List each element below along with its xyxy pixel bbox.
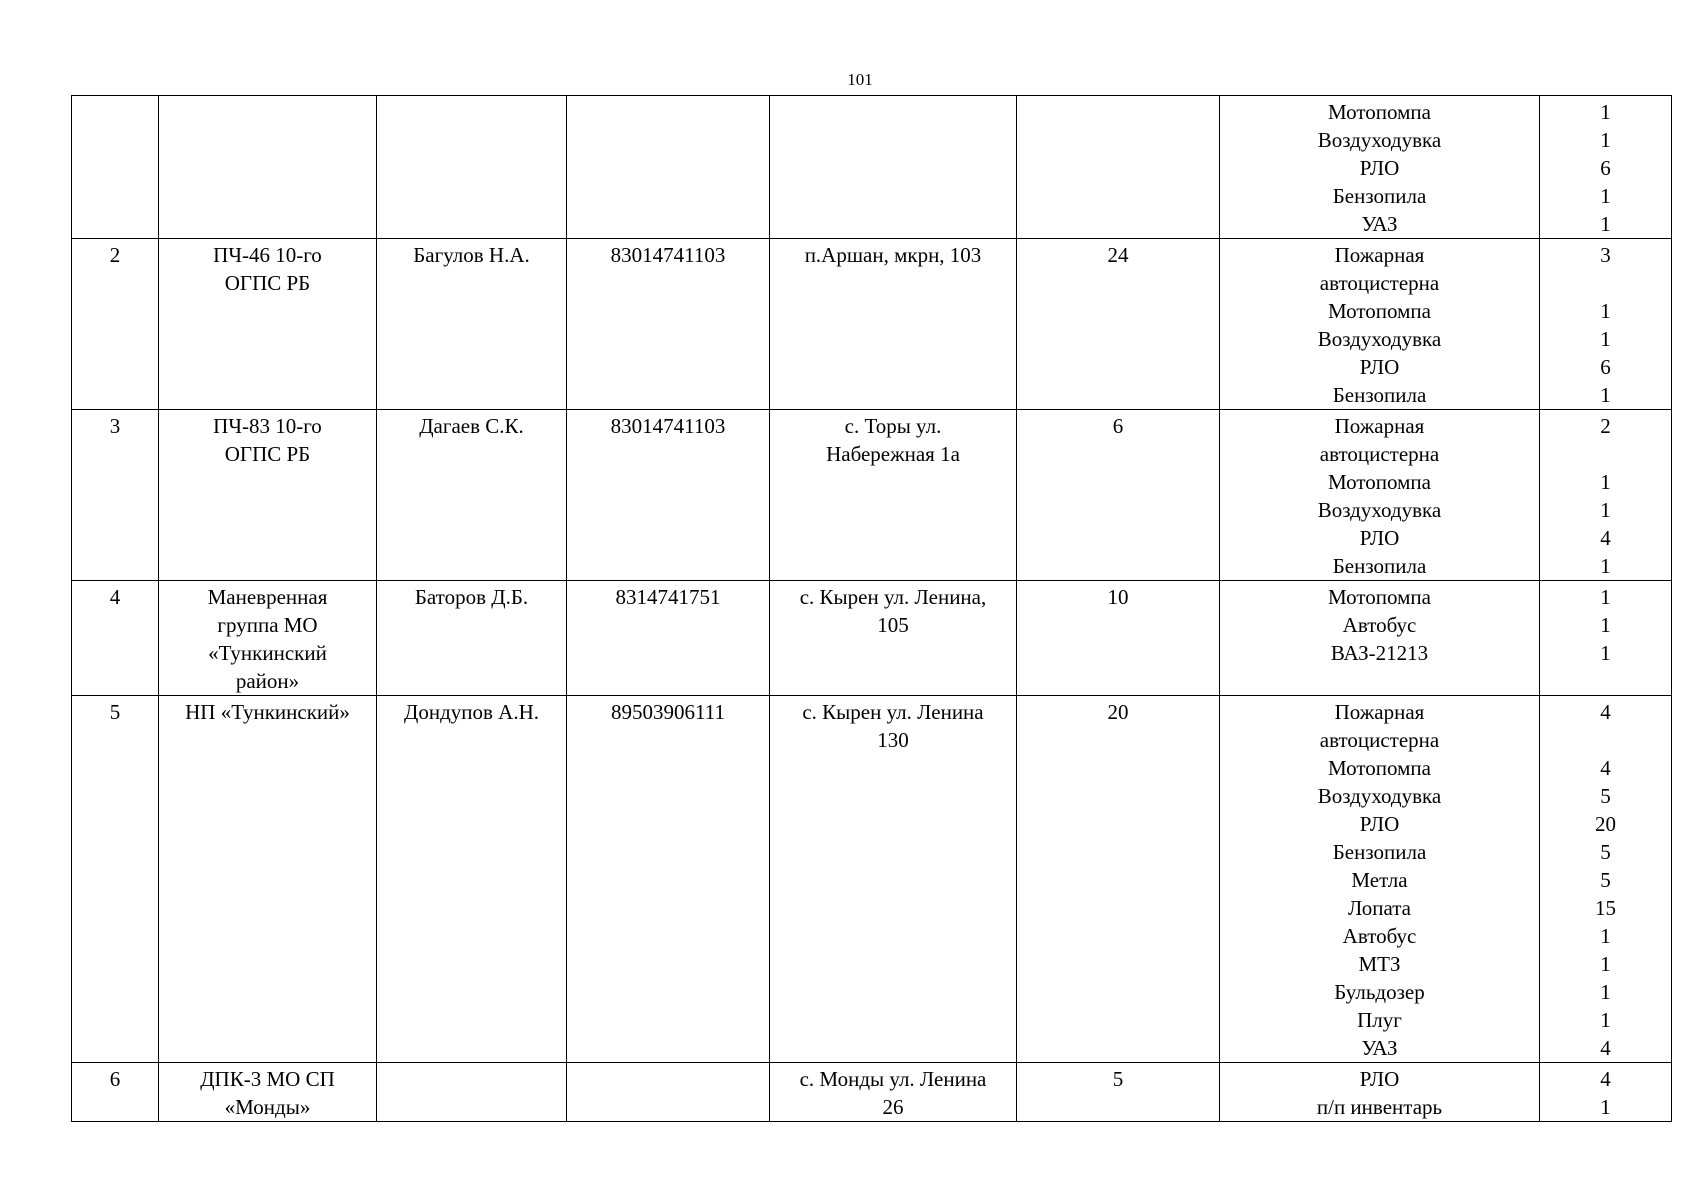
quantity-item: 1 bbox=[1600, 470, 1611, 494]
cell-quantity bbox=[1540, 581, 1672, 696]
cell-head: Багулов Н.А. bbox=[377, 239, 567, 410]
cell-address: с. Кырен ул. Ленина, 105 bbox=[770, 581, 1017, 696]
quantity-item: 4 bbox=[1600, 1067, 1611, 1091]
equipment-item: Бензопила bbox=[1332, 840, 1427, 864]
quantity-item: 2 bbox=[1600, 414, 1611, 438]
equipment-item: Пожарная bbox=[1334, 243, 1425, 267]
quantity-item: 1 bbox=[1600, 128, 1611, 152]
equipment-item: УАЗ bbox=[1361, 1036, 1398, 1060]
quantity-item: 1 bbox=[1600, 1095, 1611, 1119]
cell-head bbox=[377, 1063, 567, 1122]
quantity-item: 1 bbox=[1600, 212, 1611, 236]
cell-address bbox=[770, 96, 1017, 239]
cell-number: 4 bbox=[72, 581, 159, 696]
equipment-item: Мотопомпа bbox=[1328, 100, 1431, 124]
cell-unit: НП «Тункинский» bbox=[159, 696, 377, 1063]
equipment-item: ВАЗ-21213 bbox=[1330, 641, 1429, 665]
cell-equipment bbox=[1220, 696, 1540, 1063]
equipment-item: Бензопила bbox=[1332, 184, 1427, 208]
equipment-item: автоцистерна bbox=[1319, 442, 1440, 466]
cell-phone bbox=[567, 96, 770, 239]
cell-quantity bbox=[1540, 410, 1672, 581]
cell-quantity bbox=[1540, 1063, 1672, 1122]
quantity-item: 1 bbox=[1600, 585, 1611, 609]
equipment-item: Воздуходувка bbox=[1317, 498, 1442, 522]
cell-address: с. Кырен ул. Ленина 130 bbox=[770, 696, 1017, 1063]
quantity-item: 1 bbox=[1600, 641, 1611, 665]
quantity-item: 20 bbox=[1595, 812, 1616, 836]
equipment-item: Лопата bbox=[1348, 896, 1411, 920]
cell-address: с. Торы ул. Набережная 1а bbox=[770, 410, 1017, 581]
quantity-item: 1 bbox=[1600, 383, 1611, 407]
cell-equipment bbox=[1220, 581, 1540, 696]
quantity-item: 4 bbox=[1600, 526, 1611, 550]
cell-equipment bbox=[1220, 1063, 1540, 1122]
quantity-item bbox=[1540, 269, 1671, 297]
cell-phone: 8314741751 bbox=[567, 581, 770, 696]
quantity-item: 1 bbox=[1600, 100, 1611, 124]
cell-phone: 83014741103 bbox=[567, 239, 770, 410]
equipment-item: автоцистерна bbox=[1319, 271, 1440, 295]
quantity-item bbox=[1540, 440, 1671, 468]
cell-unit: ДПК-3 МО СП «Монды» bbox=[159, 1063, 377, 1122]
quantity-item: 1 bbox=[1600, 980, 1611, 1004]
equipment-item: Воздуходувка bbox=[1317, 128, 1442, 152]
quantity-item: 1 bbox=[1600, 952, 1611, 976]
quantity-item: 4 bbox=[1600, 756, 1611, 780]
quantity-item: 15 bbox=[1595, 896, 1616, 920]
equipment-item: Метла bbox=[1351, 868, 1408, 892]
cell-quantity bbox=[1540, 96, 1672, 239]
cell-staff: 20 bbox=[1017, 696, 1220, 1063]
table-row bbox=[72, 696, 1672, 1063]
cell-equipment bbox=[1220, 410, 1540, 581]
equipment-item: Бульдозер bbox=[1334, 980, 1425, 1004]
cell-quantity bbox=[1540, 696, 1672, 1063]
quantity-item: 1 bbox=[1600, 299, 1611, 323]
quantity-item: 1 bbox=[1600, 613, 1611, 637]
cell-staff: 24 bbox=[1017, 239, 1220, 410]
cell-head: Баторов Д.Б. bbox=[377, 581, 567, 696]
cell-address: с. Монды ул. Ленина 26 bbox=[770, 1063, 1017, 1122]
quantity-item: 6 bbox=[1600, 355, 1611, 379]
cell-number bbox=[72, 96, 159, 239]
quantity-item: 1 bbox=[1600, 1008, 1611, 1032]
cell-address: п.Аршан, мкрн, 103 bbox=[770, 239, 1017, 410]
equipment-item: Бензопила bbox=[1332, 383, 1427, 407]
cell-equipment bbox=[1220, 239, 1540, 410]
quantity-item: 6 bbox=[1600, 156, 1611, 180]
quantity-item: 1 bbox=[1600, 184, 1611, 208]
quantity-item: 4 bbox=[1600, 1036, 1611, 1060]
equipment-item: Автобус bbox=[1342, 613, 1417, 637]
cell-unit bbox=[159, 96, 377, 239]
quantity-item: 5 bbox=[1600, 868, 1611, 892]
table-row bbox=[72, 96, 1672, 239]
cell-unit: ПЧ-83 10-го ОГПС РБ bbox=[159, 410, 377, 581]
quantity-item: 1 bbox=[1600, 498, 1611, 522]
cell-staff: 10 bbox=[1017, 581, 1220, 696]
equipment-item: Мотопомпа bbox=[1328, 585, 1431, 609]
quantity-item: 4 bbox=[1600, 700, 1611, 724]
equipment-item: Плуг bbox=[1357, 1008, 1402, 1032]
cell-number: 5 bbox=[72, 696, 159, 1063]
cell-equipment bbox=[1220, 96, 1540, 239]
quantity-item bbox=[1540, 726, 1671, 754]
equipment-item: РЛО bbox=[1359, 156, 1400, 180]
cell-phone bbox=[567, 1063, 770, 1122]
quantity-item: 5 bbox=[1600, 840, 1611, 864]
cell-unit: ПЧ-46 10-го ОГПС РБ bbox=[159, 239, 377, 410]
equipment-item: Мотопомпа bbox=[1328, 470, 1431, 494]
table-row bbox=[72, 1063, 1672, 1122]
cell-phone: 89503906111 bbox=[567, 696, 770, 1063]
equipment-item: РЛО bbox=[1359, 812, 1400, 836]
table-row bbox=[72, 581, 1672, 696]
equipment-item: РЛО bbox=[1359, 355, 1400, 379]
cell-unit: Маневренная группа МО «Тункинский район» bbox=[159, 581, 377, 696]
equipment-item: УАЗ bbox=[1361, 212, 1398, 236]
equipment-item: Мотопомпа bbox=[1328, 756, 1431, 780]
equipment-item: Автобус bbox=[1342, 924, 1417, 948]
equipment-item: Пожарная bbox=[1334, 414, 1425, 438]
cell-head bbox=[377, 96, 567, 239]
equipment-item: п/п инвентарь bbox=[1316, 1095, 1443, 1119]
quantity-item: 1 bbox=[1600, 554, 1611, 578]
cell-number: 3 bbox=[72, 410, 159, 581]
equipment-item: автоцистерна bbox=[1319, 728, 1440, 752]
cell-phone: 83014741103 bbox=[567, 410, 770, 581]
table-row bbox=[72, 239, 1672, 410]
cell-quantity bbox=[1540, 239, 1672, 410]
equipment-item: РЛО bbox=[1359, 526, 1400, 550]
cell-staff bbox=[1017, 96, 1220, 239]
cell-number: 6 bbox=[72, 1063, 159, 1122]
quantity-item: 5 bbox=[1600, 784, 1611, 808]
cell-staff: 5 bbox=[1017, 1063, 1220, 1122]
equipment-item: Воздуходувка bbox=[1317, 784, 1442, 808]
cell-number: 2 bbox=[72, 239, 159, 410]
table-body bbox=[72, 96, 1672, 1122]
equipment-item: Бензопила bbox=[1332, 554, 1427, 578]
equipment-item: Мотопомпа bbox=[1328, 299, 1431, 323]
equipment-item: РЛО bbox=[1359, 1067, 1400, 1091]
quantity-item: 3 bbox=[1600, 243, 1611, 267]
equipment-item: Воздуходувка bbox=[1317, 327, 1442, 351]
cell-head: Дагаев С.К. bbox=[377, 410, 567, 581]
table-row bbox=[72, 410, 1672, 581]
quantity-item: 1 bbox=[1600, 924, 1611, 948]
equipment-item: Пожарная bbox=[1334, 700, 1425, 724]
equipment-item: МТЗ bbox=[1358, 952, 1401, 976]
quantity-item: 1 bbox=[1600, 327, 1611, 351]
resources-table bbox=[71, 95, 1672, 1122]
cell-head: Дондупов А.Н. bbox=[377, 696, 567, 1063]
page-number: 101 bbox=[847, 70, 873, 89]
cell-staff: 6 bbox=[1017, 410, 1220, 581]
